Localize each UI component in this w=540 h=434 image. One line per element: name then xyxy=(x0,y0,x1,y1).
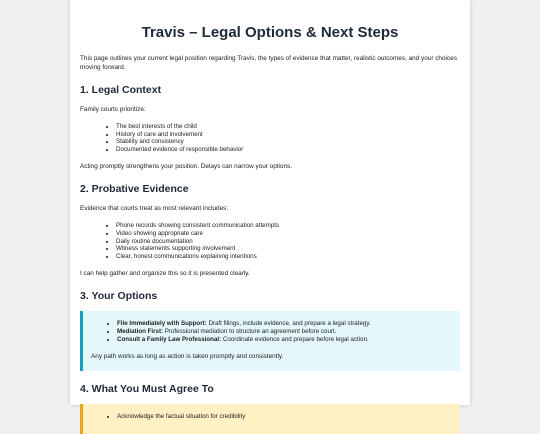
option-text: Professional mediation to structure an agreement before court. xyxy=(163,327,337,335)
options-note: Any path works as long as action is taken promptly and consistently. xyxy=(91,353,284,361)
list-item: • History of care and involvement xyxy=(116,131,460,139)
intro-paragraph: This page outlines your current legal position regarding Travis, the types of evidence that matter, realistic outcomes, and your choices moving forward. xyxy=(80,55,457,71)
evidence-lead: Evidence that courts treat as most relevant includes: xyxy=(80,205,229,213)
option-item xyxy=(117,328,450,336)
list-item: • Video showing appropriate care xyxy=(116,230,460,238)
list-item: • Clear, honest communications explaining intentions xyxy=(116,253,460,261)
legal-context-note: Acting promptly strengthens your position. Delays can narrow your options. xyxy=(80,163,293,171)
list-item: • The best interests of the child xyxy=(116,123,460,131)
section-heading-what-you-must-agree-to: 4. What You Must Agree To xyxy=(80,383,214,396)
option-text: Coordinate evidence and prepare before legal action. xyxy=(221,335,369,343)
legal-context-list xyxy=(80,123,460,153)
option-label: Mediation First: xyxy=(117,327,164,335)
page-title: Travis – Legal Options & Next Steps xyxy=(141,24,399,41)
section-heading-probative-evidence: 2. Probative Evidence xyxy=(80,183,189,196)
list-item: • Documented evidence of responsible behavior xyxy=(116,146,460,154)
section-heading-legal-context: 1. Legal Context xyxy=(80,84,162,96)
option-label: Consult a Family Law Professional: xyxy=(117,335,222,343)
list-item: • Phone records showing consistent communication attempts xyxy=(116,222,460,230)
option-item xyxy=(117,320,450,328)
options-list xyxy=(91,320,450,343)
agreement-list xyxy=(91,413,450,421)
list-item: • Acknowledge the factual situation for credibility xyxy=(117,413,450,421)
list-item: • Daily routine documentation xyxy=(116,238,460,246)
list-item: • Witness statements supporting involvement xyxy=(116,245,460,253)
option-text: Draft filings, include evidence, and prepare a legal strategy. xyxy=(206,320,371,328)
options-callout xyxy=(80,311,460,371)
list-item: • Stability and consistency xyxy=(116,138,460,146)
option-label: File Immediately with Support: xyxy=(117,320,207,328)
section-heading-your-options: 3. Your Options xyxy=(80,290,158,303)
agreement-callout xyxy=(80,404,460,434)
option-item xyxy=(117,336,450,344)
document-content xyxy=(70,0,470,434)
evidence-list xyxy=(80,222,460,260)
document-page xyxy=(70,0,470,421)
legal-context-lead: Family courts prioritize: xyxy=(80,106,146,113)
evidence-note: I can help gather and organize this so it is presented clearly. xyxy=(80,270,250,278)
